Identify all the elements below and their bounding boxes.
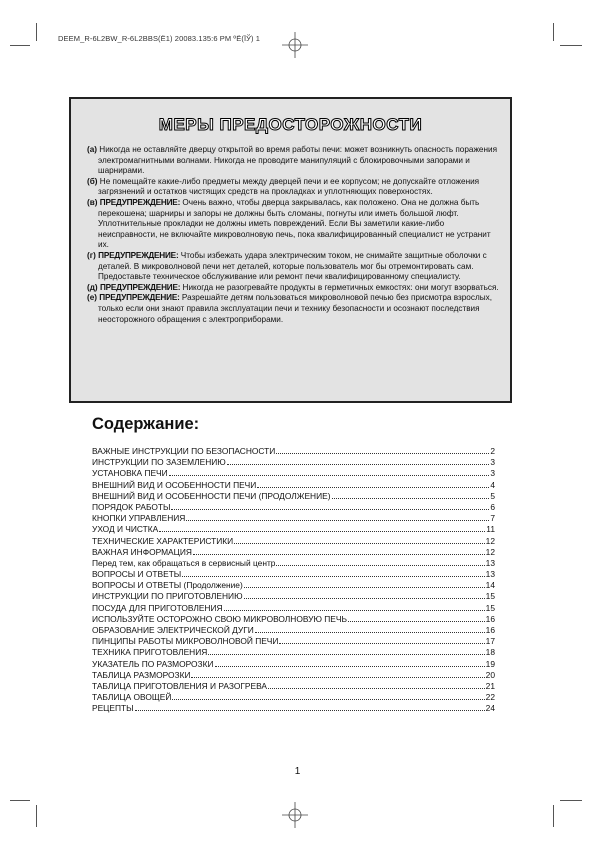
precaution-item (87, 145, 503, 177)
precaution-text: Очень важно, чтобы дверца закрывалась, как положено. Она не должна быть перекошена; шарниры и запоры не должны быть сломаны, погнуты или иметь большой люфт. Уплотнительные прокладки не должны иметь повреждений. Если Вы заметили какие-либо неисправности, не включайте микроволновую печь, пока квалифицированный специалист не устранит их. (98, 197, 491, 250)
contents-entry-page: 14 (485, 580, 495, 591)
contents-entry-page: 22 (485, 692, 495, 703)
precaution-text: Чтобы избежать удара электрическим током, не снимайте защитные оболочки с деталей. В микроволновой печи нет деталей, которые пользователь мог бы отремонтировать сам. Предоставьте техническое обслуживание или ремонт печи квалифицированному специалисту. (98, 250, 487, 282)
contents-entry (92, 681, 495, 692)
precaution-item (87, 251, 503, 283)
contents-entry-page: 20 (485, 669, 495, 680)
contents-entry (92, 446, 495, 457)
print-header: DEEM_R-6L2BW_R-6L2BBS(Ё1) 20083.135:6 PM ºЁ(ЇЎ) 1 (58, 34, 261, 43)
precaution-text: Не помещайте какие-либо предметы между дверцей печи и ее корпусом; не допускайте отложения загрязнений и остатков чистящих средств на прокладках и уплотняющих поверхностях. (98, 176, 480, 197)
contents-entry-page: 15 (485, 602, 495, 613)
contents-entry (92, 614, 495, 625)
contents-leader-dots (135, 710, 485, 711)
crop-mark-bottom-right (553, 805, 554, 827)
contents-entry (92, 580, 495, 591)
crop-mark-top-right (553, 23, 554, 41)
contents-leader-dots (159, 531, 485, 532)
contents-entry (92, 468, 495, 479)
contents-entry-title: ВОПРОСЫ И ОТВЕТЫ (Продолжение) (92, 580, 243, 591)
contents-leader-dots (186, 520, 489, 521)
precautions-list (87, 145, 503, 325)
contents-entry-title: ПОРЯДОК РАБОТЫ (92, 501, 171, 512)
contents-entry-page: 17 (485, 636, 495, 647)
contents-entry-page: 16 (485, 613, 495, 624)
contents-leader-dots (171, 509, 489, 510)
precaution-marker: (д) (87, 282, 98, 292)
contents-leader-dots (255, 632, 485, 633)
contents-entry-page: 5 (490, 490, 495, 501)
contents-entry-title: УХОД И ЧИСТКА (92, 524, 159, 535)
crop-mark-top-left-h (10, 45, 30, 46)
precaution-marker: (а) (87, 145, 98, 154)
precaution-item (87, 198, 503, 251)
contents-entry-page: 12 (485, 535, 495, 546)
contents-entry-page: 21 (485, 680, 495, 691)
contents-entry (92, 513, 495, 524)
contents-entry-title: ВНЕШНИЙ ВИД И ОСОБЕННОСТИ ПЕЧИ (92, 479, 257, 490)
contents-entry-page: 15 (485, 591, 495, 602)
contents-entry-title: КНОПКИ УПРАВЛЕНИЯ (92, 513, 186, 524)
contents-leader-dots (268, 688, 485, 689)
contents-leader-dots (224, 610, 485, 611)
contents-entry (92, 647, 495, 658)
precaution-marker: (в) (87, 197, 98, 207)
contents-entry-page: 13 (485, 569, 495, 580)
precaution-item (87, 177, 503, 198)
crop-mark-bottom-right-h (560, 800, 582, 801)
contents-leader-dots (182, 576, 484, 577)
contents-entry (92, 603, 495, 614)
contents-leader-dots (332, 498, 490, 499)
contents-entry-title: ОБРАЗОВАНИЕ ЭЛЕКТРИЧЕСКОЙ ДУГИ (92, 625, 254, 635)
contents-entry-page: 19 (485, 658, 495, 669)
registration-mark-top (280, 30, 310, 60)
precaution-item (87, 283, 503, 294)
warning-keyword: ПРЕДУПРЕЖДЕНИЕ: (98, 250, 179, 260)
contents-leader-dots (215, 666, 485, 667)
precaution-text: Никогда не разогревайте продукты в герметичных емкостях: они могут взорваться. (182, 282, 499, 292)
contents-entry-title: ИНСТРУКЦИИ ПО ПРИГОТОВЛЕНИЮ (92, 591, 243, 602)
contents-list (92, 446, 495, 715)
contents-leader-dots (234, 543, 485, 544)
contents-entry-page: 16 (485, 625, 495, 635)
precautions-title: МЕРЫ ПРЕДОСТОРОЖНОСТИ (158, 115, 423, 134)
contents-leader-dots (191, 677, 484, 678)
contents-leader-dots (244, 598, 485, 599)
contents-entry (92, 558, 495, 569)
contents-entry-title: ВАЖНЫЕ ИНСТРУКЦИИ ПО БЕЗОПАСНОСТИ (92, 446, 276, 456)
contents-entry (92, 502, 495, 513)
contents-entry (92, 692, 495, 703)
registration-mark-bottom (280, 800, 310, 830)
contents-leader-dots (279, 643, 484, 644)
contents-entry (92, 547, 495, 558)
contents-entry-page: 6 (490, 501, 495, 512)
contents-entry-title: ТЕХНИКА ПРИГОТОВЛЕНИЯ (92, 647, 208, 658)
contents-entry-title: ТЕХНИЧЕСКИЕ ХАРАКТЕРИСТИКИ (92, 535, 234, 546)
precaution-item (87, 293, 503, 325)
contents-title: Содержание: (92, 415, 200, 433)
contents-leader-dots (208, 654, 484, 655)
contents-entry (92, 491, 495, 502)
precaution-text: Никогда не оставляйте дверцу открытой во время работы печи: может возникнуть опасность поражения электромагнитными волнами. Никогда не проводите манипуляций с блокировочными запорами и шарнирами. (98, 145, 498, 176)
contents-entry (92, 569, 495, 580)
contents-entry (92, 591, 495, 602)
warning-keyword: ПРЕДУПРЕЖДЕНИЕ: (99, 282, 181, 292)
contents-leader-dots (257, 487, 489, 488)
contents-entry-page: 18 (485, 647, 495, 658)
contents-entry-page: 11 (486, 524, 495, 535)
contents-entry (92, 536, 495, 547)
contents-entry (92, 625, 495, 636)
contents-entry-title: УСТАНОВКА ПЕЧИ (92, 468, 168, 479)
contents-entry (92, 636, 495, 647)
crop-mark-bottom-left (36, 805, 37, 827)
contents-entry-title: ВАЖНАЯ ИНФОРМАЦИЯ (92, 546, 192, 557)
contents-entry-title: Перед тем, как обращаться в сервисный центр (92, 557, 276, 568)
contents-entry (92, 480, 495, 491)
contents-entry (92, 457, 495, 468)
warning-keyword: ПРЕДУПРЕЖДЕНИЕ: (99, 293, 180, 303)
contents-entry-title: РЕЦЕПТЫ (92, 703, 134, 714)
crop-mark-top-right-h (560, 45, 582, 46)
contents-entry-page: 3 (490, 457, 495, 468)
contents-entry-title: ПИНЦИПЫ РАБОТЫ МИКРОВОЛНОВОЙ ПЕЧИ (92, 636, 279, 647)
crop-mark-top-left (36, 23, 37, 41)
contents-entry-title: ВНЕШНИЙ ВИД И ОСОБЕННОСТИ ПЕЧИ (ПРОДОЛЖЕНИЕ) (92, 490, 331, 501)
warning-keyword: ПРЕДУПРЕЖДЕНИЕ: (99, 197, 181, 207)
contents-leader-dots (169, 475, 490, 476)
contents-entry-title: ТАБЛИЦА ОВОЩЕЙ (92, 692, 172, 703)
contents-leader-dots (193, 554, 485, 555)
contents-entry-title: ПОСУДА ДЛЯ ПРИГОТОВЛЕНИЯ (92, 602, 223, 613)
contents-leader-dots (244, 587, 485, 588)
precaution-marker: (г) (87, 250, 96, 260)
contents-entry-title: ТАБЛИЦА РАЗМОРОЗКИ (92, 669, 191, 680)
contents-leader-dots (276, 453, 489, 454)
contents-entry-title: ТАБЛИЦА ПРИГОТОВЛЕНИЯ И РАЗОГРЕВА (92, 680, 267, 691)
contents-entry-title: УКАЗАТЕЛЬ ПО РАЗМОРОЗКИ (92, 658, 214, 669)
contents-leader-dots (348, 621, 485, 622)
contents-leader-dots (276, 565, 484, 566)
contents-entry-page: 2 (490, 446, 495, 456)
contents-entry-title: ИНСТРУКЦИИ ПО ЗАЗЕМЛЕНИЮ (92, 457, 226, 468)
precautions-box (69, 97, 512, 403)
contents-leader-dots (172, 699, 484, 700)
contents-entry-title: ИСПОЛЬЗУЙТЕ ОСТОРОЖНО СВОЮ МИКРОВОЛНОВУЮ ПЕЧЬ (92, 613, 347, 624)
precaution-marker: (б) (87, 176, 98, 186)
contents-entry (92, 524, 495, 535)
contents-entry-page: 12 (485, 546, 495, 557)
contents-entry-page: 3 (490, 468, 495, 479)
contents-entry-page: 7 (490, 513, 495, 524)
contents-entry-page: 13 (485, 557, 495, 568)
contents-leader-dots (227, 464, 490, 465)
contents-entry-page: 4 (490, 479, 495, 490)
contents-entry (92, 670, 495, 681)
precaution-text: Разрешайте детям пользоваться микроволновой печью без присмотра взрослых, только если они знают правила эксплуатации печи и технику безопасности и осознают последствия неосторожного обращения с электроприборами. (98, 293, 492, 324)
contents-entry-title: ВОПРОСЫ И ОТВЕТЫ (92, 569, 182, 580)
precaution-marker: (е) (87, 293, 98, 303)
crop-mark-bottom-left-h (10, 800, 30, 801)
page-number: 1 (294, 766, 301, 777)
contents-entry (92, 703, 495, 714)
contents-entry-page: 24 (485, 703, 495, 714)
contents-entry (92, 659, 495, 670)
